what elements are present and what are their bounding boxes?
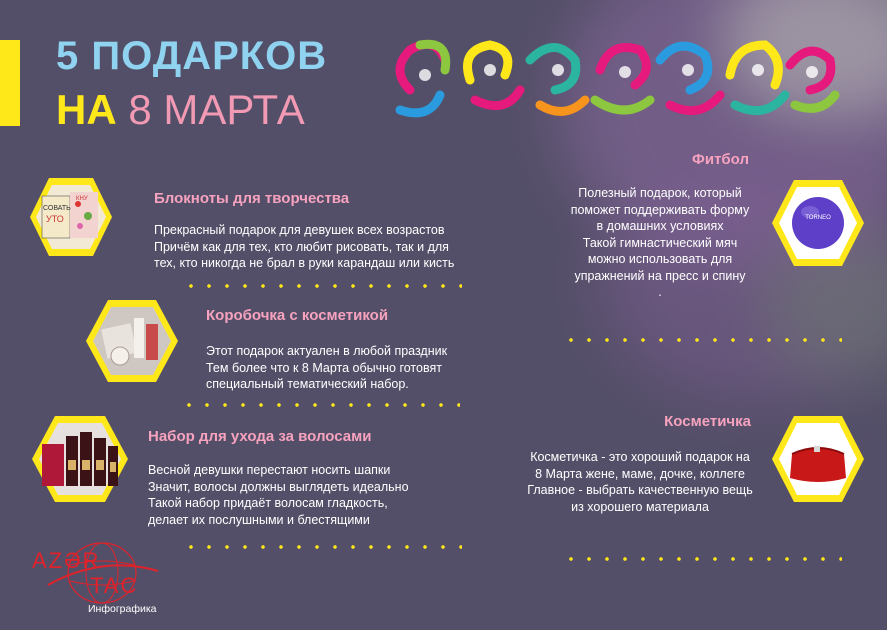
divider-dots [562, 557, 842, 561]
page-subtitle: НА 8 МАРТА [56, 86, 305, 133]
logo-caption: Инфографика [88, 603, 157, 615]
item-title-hair-care: Набор для ухода за волосами [148, 428, 372, 445]
divider-dots [182, 284, 462, 288]
logo-text-tac: TAC [90, 573, 139, 598]
cosmetics-box-image [84, 296, 180, 386]
cosmetic-bag-image [770, 412, 866, 506]
item-title-cosmetics-box: Коробочка с косметикой [206, 307, 389, 324]
item-title-fitball: Фитбол [692, 151, 749, 168]
svg-text:УТО: УТО [46, 214, 64, 224]
item-text-notebooks: Прекрасный подарок для девушек всех возрастов Причём как для тех, кто любит рисовать, так и для тех, кто никогда не брал в руки карандаш или кисть [154, 223, 455, 270]
item-text-cosmetics-box: Этот подарок актуален в любой праздник Тем более что к 8 Марта обычно готовят специальный тематический набор. [206, 344, 448, 391]
page-title: 5 ПОДАРКОВ [56, 34, 328, 78]
notebooks-image [28, 174, 114, 260]
svg-text:TORNEO: TORNEO [805, 215, 831, 221]
divider-dots [562, 338, 842, 342]
logo-text-azer: AZƏR [32, 548, 101, 573]
divider-dots [182, 545, 462, 549]
item-text-cosmetic-bag: Косметичка - это хороший подарок на 8 Марта жене, маме, дочке, коллеге Главное - выбрать качественную вещь из хорошего материала [527, 450, 753, 514]
item-text-hair-care: Весной девушки перестают носить шапки Значит, волосы должны выглядеть идеально Такой набор придаёт волосам гладкость, делает их послушными и блестящими [148, 463, 409, 527]
fitball-image [770, 176, 866, 270]
swirl-ornament [380, 30, 840, 120]
svg-text:КНУ: КНУ [76, 196, 88, 202]
title-accent-bar [0, 40, 20, 126]
item-title-notebooks: Блокноты для творчества [154, 190, 350, 207]
item-text-fitball: Полезный подарок, который поможет поддерживать форму в домашних условиях Такой гимнастический мяч можно использовать для упражнений на пресс и спину . [570, 186, 750, 299]
divider-dots [180, 403, 460, 407]
hair-care-set-image [30, 412, 130, 506]
svg-text:СОВАТЬ: СОВАТЬ [43, 205, 71, 212]
item-title-cosmetic-bag: Косметичка [664, 413, 751, 430]
